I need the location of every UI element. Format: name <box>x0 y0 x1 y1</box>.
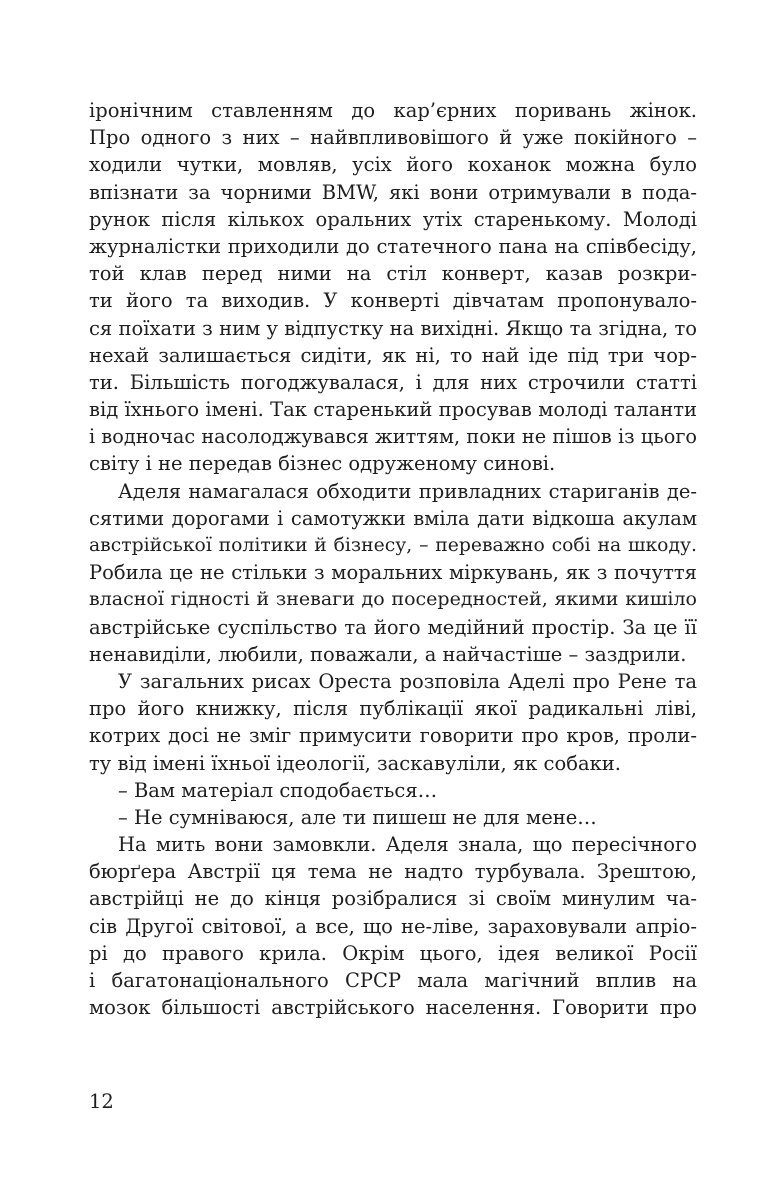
text-line: австрійці не до кінця розібралися зі своїм минулим ча- <box>89 887 697 911</box>
text-line: сятими дорогами і самотужки вміла дати відкоша акулам <box>89 506 697 530</box>
text-line: ся поїхати з ним у відпустку на вихідні. Якщо та згідна, то <box>89 316 697 340</box>
text-line: іронічним ставленням до кар’єрних поривань жінок. <box>89 99 697 122</box>
text-line: власної гідності й зневаги до посередностей, якими кишіло <box>89 588 697 611</box>
text-line: від їхнього імені. Так старенький просував молоді таланти <box>89 398 697 422</box>
text-line: бюрґера Австрії ця тема не надто турбувала. Зрештою, <box>89 860 697 884</box>
page-number: 12 <box>89 1090 114 1113</box>
text-line: ти його та виходив. У конверті дівчатам пропонувало- <box>89 289 697 313</box>
text-line: рі до правого крила. Окрім цього, ідея великої Росії <box>89 941 697 965</box>
text-line: той клав перед ними на стіл конверт, казав розкри- <box>89 262 697 286</box>
text-line: і водночас насолоджувався життям, поки не пішов із цього <box>89 425 697 449</box>
text-line: світу і не передав бізнес одруженому синові. <box>89 452 556 476</box>
body-text <box>89 97 697 1021</box>
text-line: впізнати за чорними BMW, які вони отримували в пода- <box>89 180 697 204</box>
text-line: котрих досі не зміг примусити говорити про кров, проли- <box>89 724 697 748</box>
text-line: австрійське суспільство та його медійний простір. За це її <box>89 615 697 639</box>
text-line: ненавиділи, любили, поважали, а найчастіше – заздрили. <box>89 642 687 666</box>
text-line: – Не сумніваюся, але ти пишеш не для мене… <box>118 805 597 829</box>
text-line: Аделя намагалася обходити привладних стариганів де- <box>118 479 697 503</box>
text-line: про його книжку, після публікації якої радикальні ліві, <box>89 697 697 721</box>
text-line: ти. Більшість погоджувалася, і для них строчили статті <box>89 370 697 394</box>
text-line: – Вам матеріал сподобається… <box>118 778 438 802</box>
text-line: ходили чутки, мовляв, усіх його коханок можна було <box>89 153 697 177</box>
text-line: рунок після кількох оральних утіх старенькому. Молоді <box>89 207 697 231</box>
text-line: На мить вони замовкли. Аделя знала, що пересічного <box>118 833 697 857</box>
text-line: мозок більшості австрійського населення. Говорити про <box>89 996 697 1020</box>
text-line: австрійської політики й бізнесу, – переважно собі на шкоду. <box>89 535 697 556</box>
text-line: і багатонаціонального СРСР мала магічний вплив на <box>89 969 697 992</box>
text-line: У загальних рисах Ореста розповіла Аделі про Рене та <box>118 669 697 693</box>
text-line: Робила це не стільки з моральних міркувань, як з почуття <box>89 561 697 585</box>
text-line: ту від імені їхньої ідеології, заскавуліли, як собаки. <box>89 751 621 775</box>
text-line: сів Другої світової, а все, що не-ліве, зараховували апріо- <box>89 914 697 938</box>
text-line: журналістки приходили до статечного пана на співбесіду, <box>89 234 697 258</box>
text-line: Про одного з них – найвпливовішого й уже покійного – <box>89 126 697 150</box>
text-line: нехай залишається сидіти, як ні, то най іде під три чор- <box>89 343 697 367</box>
